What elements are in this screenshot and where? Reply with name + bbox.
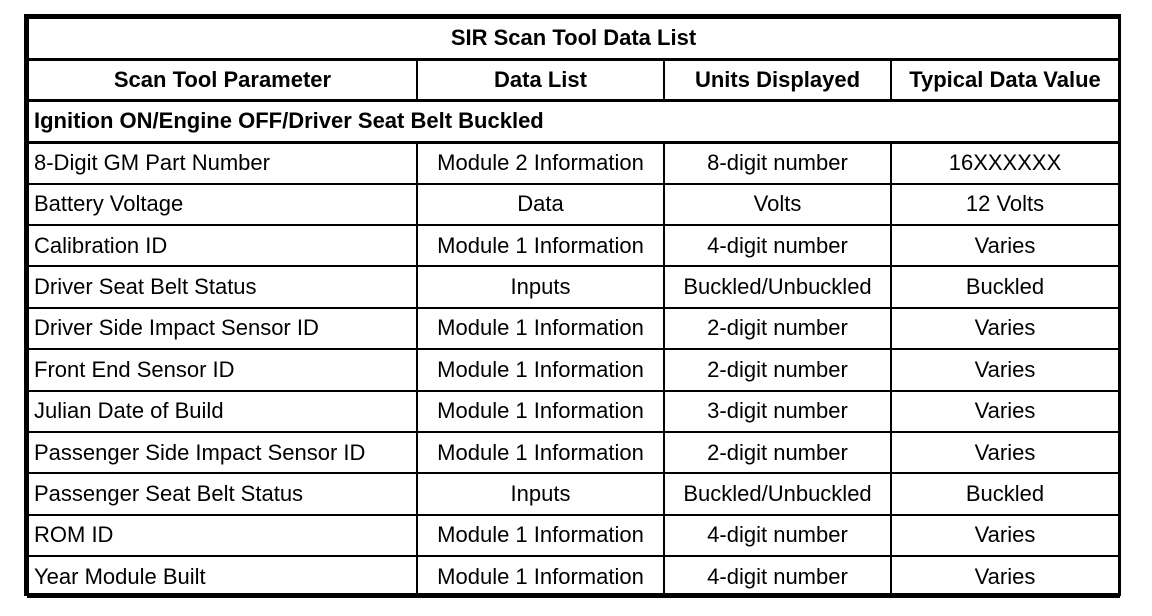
- parameter-cell: ROM ID: [28, 515, 417, 556]
- units-cell: 4-digit number: [664, 515, 891, 556]
- typical-value-cell: Varies: [891, 308, 1119, 349]
- typical-value-cell: Varies: [891, 349, 1119, 390]
- parameter-cell: Passenger Side Impact Sensor ID: [28, 432, 417, 473]
- parameter-cell: Julian Date of Build: [28, 391, 417, 432]
- units-cell: Volts: [664, 184, 891, 225]
- typical-value-cell: Varies: [891, 515, 1119, 556]
- parameter-cell: 8-Digit GM Part Number: [28, 142, 417, 183]
- data-list-cell: Data: [417, 184, 664, 225]
- header-typical-data-value: Typical Data Value: [891, 59, 1119, 100]
- table-row: [28, 308, 1119, 349]
- units-cell: 4-digit number: [664, 225, 891, 266]
- header-data-list: Data List: [417, 59, 664, 100]
- parameter-cell: Passenger Seat Belt Status: [28, 473, 417, 514]
- parameter-cell: Driver Side Impact Sensor ID: [28, 308, 417, 349]
- data-list-sheet: [24, 14, 1121, 596]
- table-title: SIR Scan Tool Data List: [28, 18, 1119, 59]
- parameter-cell: Calibration ID: [28, 225, 417, 266]
- table-row: [28, 225, 1119, 266]
- parameter-cell: Year Module Built: [28, 556, 417, 597]
- parameter-cell: Driver Seat Belt Status: [28, 266, 417, 307]
- units-cell: Buckled/Unbuckled: [664, 473, 891, 514]
- table-row: [28, 556, 1119, 597]
- header-row: [28, 59, 1119, 100]
- table-row: [28, 184, 1119, 225]
- typical-value-cell: Varies: [891, 391, 1119, 432]
- data-list-cell: Module 1 Information: [417, 308, 664, 349]
- parameter-cell: Battery Voltage: [28, 184, 417, 225]
- units-cell: 4-digit number: [664, 556, 891, 597]
- header-units-displayed: Units Displayed: [664, 59, 891, 100]
- table-row: [28, 391, 1119, 432]
- typical-value-cell: Varies: [891, 432, 1119, 473]
- table-row: [28, 473, 1119, 514]
- sir-data-table: [27, 17, 1120, 598]
- typical-value-cell: Buckled: [891, 473, 1119, 514]
- data-list-cell: Module 1 Information: [417, 391, 664, 432]
- title-row: [28, 18, 1119, 59]
- units-cell: 8-digit number: [664, 142, 891, 183]
- table-row: [28, 142, 1119, 183]
- parameter-cell: Front End Sensor ID: [28, 349, 417, 390]
- header-scan-tool-parameter: Scan Tool Parameter: [28, 59, 417, 100]
- data-list-cell: Module 1 Information: [417, 515, 664, 556]
- typical-value-cell: 16XXXXXX: [891, 142, 1119, 183]
- typical-value-cell: Varies: [891, 556, 1119, 597]
- data-list-cell: Module 1 Information: [417, 432, 664, 473]
- data-list-cell: Inputs: [417, 266, 664, 307]
- table-row: [28, 349, 1119, 390]
- typical-value-cell: Buckled: [891, 266, 1119, 307]
- data-list-cell: Module 2 Information: [417, 142, 664, 183]
- table-row: [28, 266, 1119, 307]
- data-list-cell: Module 1 Information: [417, 349, 664, 390]
- section-row: [28, 101, 1119, 142]
- units-cell: 3-digit number: [664, 391, 891, 432]
- table-row: [28, 515, 1119, 556]
- section-heading: Ignition ON/Engine OFF/Driver Seat Belt Buckled: [28, 101, 1119, 142]
- units-cell: 2-digit number: [664, 432, 891, 473]
- typical-value-cell: 12 Volts: [891, 184, 1119, 225]
- units-cell: 2-digit number: [664, 349, 891, 390]
- units-cell: Buckled/Unbuckled: [664, 266, 891, 307]
- data-list-cell: Inputs: [417, 473, 664, 514]
- data-list-cell: Module 1 Information: [417, 556, 664, 597]
- data-list-cell: Module 1 Information: [417, 225, 664, 266]
- typical-value-cell: Varies: [891, 225, 1119, 266]
- table-body: [28, 18, 1119, 597]
- table-row: [28, 432, 1119, 473]
- units-cell: 2-digit number: [664, 308, 891, 349]
